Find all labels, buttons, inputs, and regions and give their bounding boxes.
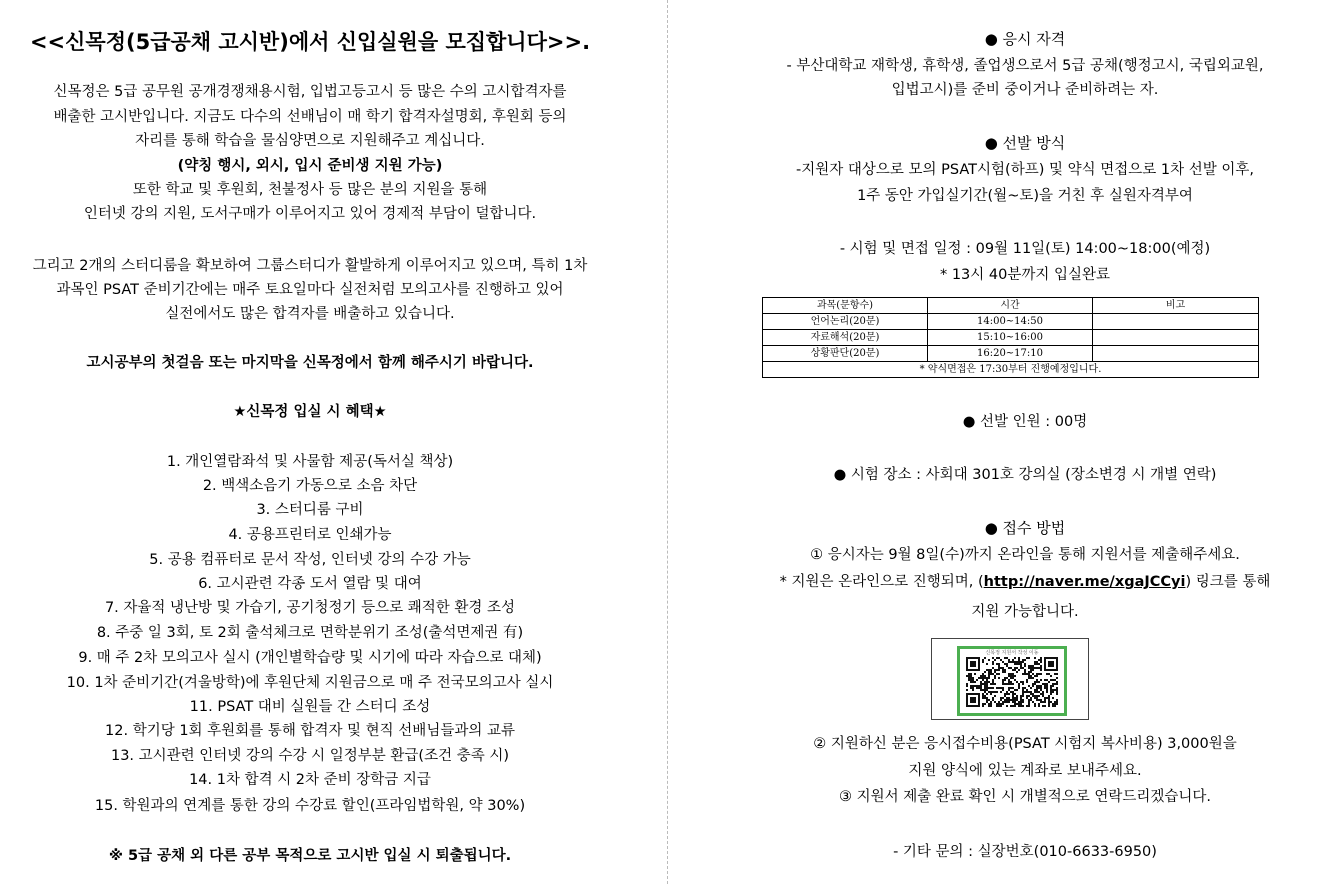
- benefit-item: 8. 주중 일 3회, 토 2회 출석체크로 면학분위기 조성(출석면제권 有): [96, 625, 524, 641]
- benefit-item: 10. 1차 준비기간(겨울방학)에 후원단체 지원금으로 매 주 전국모의고사 실시: [66, 675, 554, 691]
- selection-count: ● 선발 인원 : 00명: [962, 414, 1088, 430]
- table-cell: [1093, 330, 1259, 346]
- qr-code-icon[interactable]: [966, 657, 1058, 707]
- contact-line: - 기타 문의 : 실장번호(010-6633-6950): [893, 844, 1157, 860]
- eligibility-line: - 부산대학교 재학생, 휴학생, 졸업생으로서 5급 공채(행정고시, 국립외교원,: [786, 58, 1264, 74]
- benefit-item: 1. 개인열람좌석 및 사물함 제공(독서실 책상): [166, 454, 454, 470]
- column-divider: [667, 0, 668, 884]
- table-footnote: * 약식면접은 17:30부터 진행예정입니다.: [763, 362, 1259, 378]
- intro-line: 또한 학교 및 후원회, 천불정사 등 많은 분의 지원을 통해: [132, 182, 488, 198]
- table-row: [763, 314, 1259, 330]
- table-footnote-row: [763, 362, 1259, 378]
- table-cell: [1093, 346, 1259, 362]
- benefit-item: 3. 스터디룸 구비: [256, 502, 364, 518]
- table-cell: 14:00~14:50: [928, 314, 1093, 330]
- table-header-row: [763, 298, 1259, 314]
- apply-note: [735, 572, 1315, 592]
- schedule-table: [762, 297, 1259, 378]
- benefit-item: 2. 백색소음기 가동으로 소음 차단: [202, 478, 418, 494]
- benefit-item: 6. 고시관련 각종 도서 열람 및 대여: [198, 576, 422, 592]
- table-row: [763, 330, 1259, 346]
- eligibility-heading: ● 응시 자격: [984, 30, 1066, 48]
- study-line: 실전에서도 많은 합격자를 배출하고 있습니다.: [165, 306, 455, 322]
- closing-line: 고시공부의 첫걸음 또는 마지막을 신목정에서 함께 해주시기 바랍니다.: [86, 355, 534, 371]
- benefit-item: 4. 공용프린터로 인쇄가능: [228, 527, 392, 543]
- benefit-item: 14. 1차 합격 시 2차 준비 장학금 지급: [189, 772, 431, 788]
- apply-link[interactable]: http://naver.me/xgaJCCyi: [983, 574, 1186, 590]
- benefit-item: 11. PSAT 대비 실원들 간 스터디 조성: [189, 699, 431, 715]
- table-header: 비고: [1093, 298, 1259, 314]
- apply-step-2: ② 지원하신 분은 응시접수비용(PSAT 시험지 복사비용) 3,000원을: [813, 736, 1237, 752]
- table-row: [763, 346, 1259, 362]
- schedule-note: * 13시 40분까지 입실완료: [939, 267, 1111, 283]
- apply-step-2-cont: 지원 양식에 있는 계좌로 보내주세요.: [908, 763, 1142, 779]
- table-cell: 16:20~17:10: [928, 346, 1093, 362]
- benefit-item: 7. 자율적 냉난방 및 가습기, 공기청정기 등으로 쾌적한 환경 조성: [104, 600, 516, 616]
- study-line: 과목인 PSAT 준비기간에는 매주 토요일마다 실전처럼 모의고사를 진행하고 있어: [56, 282, 564, 298]
- benefit-item: 5. 공용 컴퓨터로 문서 작성, 인터넷 강의 수강 가능: [149, 552, 471, 568]
- benefit-item: 15. 학원과의 연계를 통한 강의 수강료 할인(프라임법학원, 약 30%): [94, 798, 526, 814]
- table-cell: 자료해석(20문): [763, 330, 928, 346]
- table-cell: [1093, 314, 1259, 330]
- table-cell: 15:10~16:00: [928, 330, 1093, 346]
- intro-line: 인터넷 강의 지원, 도서구매가 이루어지고 있어 경제적 부담이 덜합니다.: [83, 206, 537, 222]
- apply-note-suffix: ) 링크를 통해: [1185, 574, 1271, 590]
- qr-code-frame[interactable]: [957, 646, 1067, 716]
- qr-code-box[interactable]: [931, 638, 1089, 720]
- intro-line: 신목정은 5급 공무원 공개경쟁채용시험, 입법고등고시 등 많은 수의 고시합격자를: [53, 84, 567, 100]
- intro-line: 자리를 통해 학습을 물심양면으로 지원해주고 계십니다.: [135, 133, 485, 149]
- warning-line: ※ 5급 공채 외 다른 공부 목적으로 고시반 입실 시 퇴출됩니다.: [108, 848, 512, 864]
- study-line: 그리고 2개의 스터디룸을 확보하여 그룹스터디가 활발하게 이루어지고 있으며, 특히 1차: [32, 258, 588, 274]
- apply-step-1: ① 응시자는 9월 8일(수)까지 온라인을 통해 지원서를 제출해주세요.: [810, 547, 1240, 563]
- table-cell: 상황판단(20문): [763, 346, 928, 362]
- table-header: 시간: [928, 298, 1093, 314]
- table-header: 과목(문항수): [763, 298, 928, 314]
- qr-caption: 신목정 지원서 작성 이동: [985, 650, 1039, 656]
- intro-line: 배출한 고시반입니다. 지금도 다수의 선배님이 매 학기 합격자설명회, 후원회 등의: [53, 109, 567, 125]
- benefit-item: 9. 매 주 2차 모의고사 실시 (개인별학습량 및 시기에 따라 자습으로 대체): [78, 650, 542, 666]
- apply-heading: ● 접수 방법: [984, 519, 1066, 537]
- intro-bold-line: (약칭 행시, 외시, 입시 준비생 지원 가능): [177, 158, 443, 174]
- benefit-item: 12. 학기당 1회 후원회를 통해 합격자 및 현직 선배님들과의 교류: [105, 723, 515, 739]
- page-title: <<신목정(5급공채 고시반)에서 신입실원을 모집합니다>>.: [29, 30, 591, 54]
- exam-place: ● 시험 장소 : 사회대 301호 강의실 (장소변경 시 개별 연락): [833, 467, 1217, 483]
- table-cell: 언어논리(20문): [763, 314, 928, 330]
- benefits-title: ★신목정 입실 시 혜택★: [233, 404, 387, 420]
- eligibility-line: 입법고시)를 준비 중이거나 준비하려는 자.: [891, 82, 1159, 98]
- selection-heading: ● 선발 방식: [984, 134, 1066, 152]
- apply-note-prefix: * 지원은 온라인으로 진행되며, (: [779, 574, 984, 590]
- schedule-line: - 시험 및 면접 일정 : 09월 11일(토) 14:00~18:00(예정): [839, 241, 1211, 257]
- selection-line: 1주 동안 가입실기간(월~토)을 거친 후 실원자격부여: [857, 188, 1193, 204]
- apply-step-3: ③ 지원서 제출 완료 확인 시 개별적으로 연락드리겠습니다.: [838, 789, 1212, 805]
- selection-line: -지원자 대상으로 모의 PSAT시험(하프) 및 약식 면접으로 1차 선발 이후,: [796, 162, 1254, 178]
- benefit-item: 13. 고시관련 인터넷 강의 수강 시 일정부분 환급(조건 충족 시): [110, 748, 509, 764]
- apply-note-2: 지원 가능합니다.: [971, 604, 1079, 620]
